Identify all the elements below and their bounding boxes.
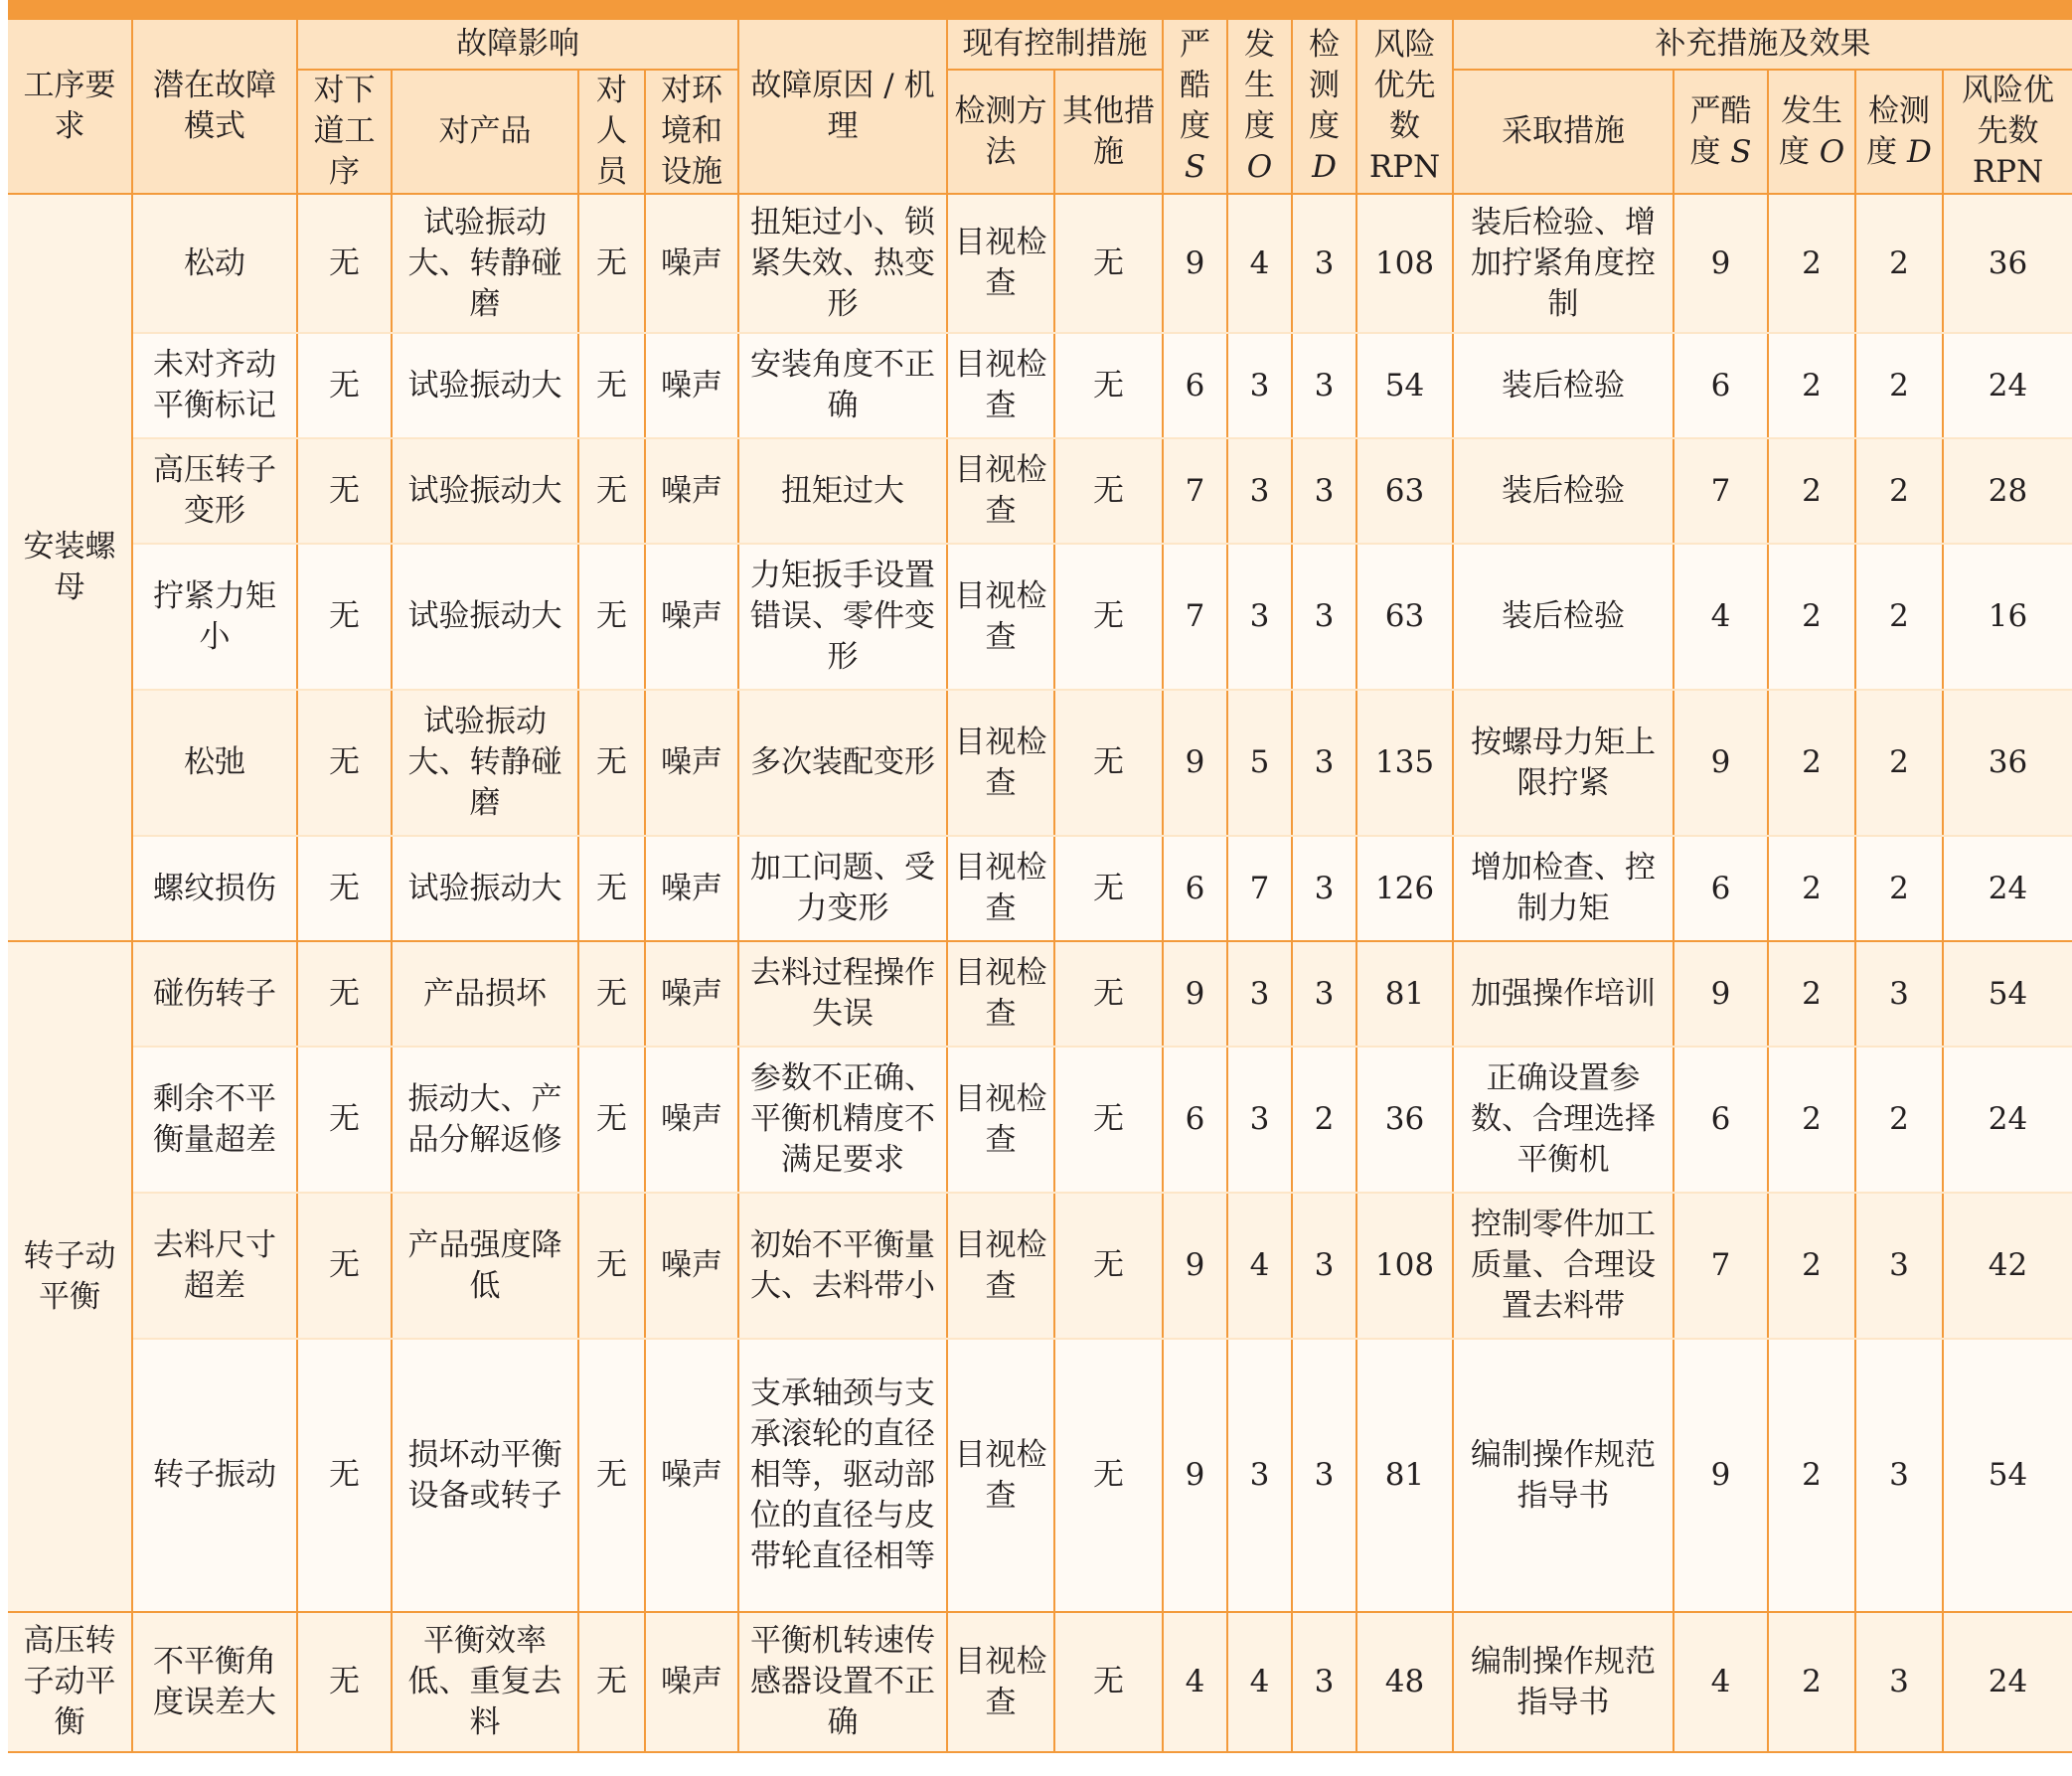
other-measures-cell: 无 — [1054, 194, 1163, 333]
new-severity-cell: 9 — [1674, 690, 1768, 836]
header-detection: 检测度 D — [1292, 20, 1356, 194]
new-detection-cell: 3 — [1855, 1339, 1943, 1612]
detect-method-cell: 目视检查 — [947, 1339, 1054, 1612]
header-effects-group: 故障影响 — [297, 20, 738, 70]
header-failure-mode: 潜在故障模式 — [132, 20, 297, 194]
new-rpn-cell: 24 — [1943, 333, 2072, 438]
occurrence-cell: 4 — [1227, 1612, 1292, 1752]
effect-people-cell: 无 — [578, 690, 645, 836]
new-rpn-cell: 28 — [1943, 438, 2072, 544]
new-severity-cell: 4 — [1674, 1612, 1768, 1752]
new-detection-cell: 2 — [1855, 1047, 1943, 1193]
new-detection-cell: 2 — [1855, 194, 1943, 333]
failure-mode-cell: 剩余不平衡量超差 — [132, 1047, 297, 1193]
effect-env-cell: 噪声 — [645, 941, 738, 1047]
new-rpn-cell: 24 — [1943, 1612, 2072, 1752]
effect-next-cell: 无 — [297, 1339, 392, 1612]
process-cell: 转子动平衡 — [8, 941, 132, 1612]
occurrence-cell: 4 — [1227, 1193, 1292, 1339]
table-top-rule — [8, 0, 2072, 20]
severity-cell: 6 — [1163, 836, 1227, 941]
severity-cell: 9 — [1163, 194, 1227, 333]
header-occurrence: 发生度 O — [1227, 20, 1292, 194]
process-cell: 安装螺母 — [8, 194, 132, 941]
other-measures-cell: 无 — [1054, 333, 1163, 438]
new-detection-cell: 2 — [1855, 438, 1943, 544]
severity-cell: 6 — [1163, 1047, 1227, 1193]
new-severity-cell: 6 — [1674, 333, 1768, 438]
table-row — [8, 1047, 2072, 1193]
occurrence-cell: 3 — [1227, 438, 1292, 544]
new-rpn-cell: 42 — [1943, 1193, 2072, 1339]
effect-product-cell: 平衡效率低、重复去料 — [392, 1612, 578, 1752]
cause-cell: 初始不平衡量大、去料带小 — [738, 1193, 947, 1339]
rpn-cell: 36 — [1356, 1047, 1453, 1193]
detection-cell: 3 — [1292, 836, 1356, 941]
effect-next-cell: 无 — [297, 333, 392, 438]
failure-mode-cell: 不平衡角度误差大 — [132, 1612, 297, 1752]
effect-people-cell: 无 — [578, 1047, 645, 1193]
effect-next-cell: 无 — [297, 690, 392, 836]
effect-product-cell: 试验振动大 — [392, 544, 578, 690]
effect-product-cell: 试验振动大、转静碰磨 — [392, 690, 578, 836]
effect-product-cell: 试验振动大 — [392, 836, 578, 941]
new-detection-cell: 2 — [1855, 690, 1943, 836]
effect-product-cell: 试验振动大、转静碰磨 — [392, 194, 578, 333]
detection-cell: 3 — [1292, 690, 1356, 836]
other-measures-cell: 无 — [1054, 1612, 1163, 1752]
new-occurrence-cell: 2 — [1768, 1193, 1855, 1339]
occurrence-cell: 3 — [1227, 333, 1292, 438]
effect-people-cell: 无 — [578, 836, 645, 941]
action-cell: 装后检验 — [1453, 333, 1674, 438]
new-severity-cell: 9 — [1674, 941, 1768, 1047]
header-new-severity: 严酷度 S — [1674, 70, 1768, 194]
effect-next-cell: 无 — [297, 1612, 392, 1752]
other-measures-cell: 无 — [1054, 941, 1163, 1047]
effect-env-cell: 噪声 — [645, 690, 738, 836]
detection-cell: 3 — [1292, 1193, 1356, 1339]
new-rpn-cell: 36 — [1943, 194, 2072, 333]
new-detection-cell: 2 — [1855, 544, 1943, 690]
fmea-table — [8, 20, 2072, 1753]
new-rpn-cell: 24 — [1943, 1047, 2072, 1193]
detect-method-cell: 目视检查 — [947, 194, 1054, 333]
detect-method-cell: 目视检查 — [947, 690, 1054, 836]
occurrence-cell: 4 — [1227, 194, 1292, 333]
rpn-cell: 54 — [1356, 333, 1453, 438]
effect-next-cell: 无 — [297, 836, 392, 941]
failure-mode-cell: 未对齐动平衡标记 — [132, 333, 297, 438]
action-cell: 按螺母力矩上限拧紧 — [1453, 690, 1674, 836]
severity-cell: 9 — [1163, 1339, 1227, 1612]
new-severity-cell: 6 — [1674, 836, 1768, 941]
occurrence-cell: 5 — [1227, 690, 1292, 836]
detect-method-cell: 目视检查 — [947, 836, 1054, 941]
detect-method-cell: 目视检查 — [947, 438, 1054, 544]
header-effect-next: 对下道工序 — [297, 70, 392, 194]
cause-cell: 扭矩过小、锁紧失效、热变形 — [738, 194, 947, 333]
header-new-occurrence: 发生度 O — [1768, 70, 1855, 194]
new-occurrence-cell: 2 — [1768, 941, 1855, 1047]
effect-next-cell: 无 — [297, 1193, 392, 1339]
effect-people-cell: 无 — [578, 1612, 645, 1752]
effect-people-cell: 无 — [578, 333, 645, 438]
effect-product-cell: 试验振动大 — [392, 333, 578, 438]
new-detection-cell: 2 — [1855, 836, 1943, 941]
header-improve-group: 补充措施及效果 — [1453, 20, 2072, 70]
rpn-cell: 81 — [1356, 1339, 1453, 1612]
table-row — [8, 438, 2072, 544]
other-measures-cell: 无 — [1054, 438, 1163, 544]
new-rpn-cell: 54 — [1943, 1339, 2072, 1612]
cause-cell: 力矩扳手设置错误、零件变形 — [738, 544, 947, 690]
effect-next-cell: 无 — [297, 544, 392, 690]
effect-people-cell: 无 — [578, 438, 645, 544]
header-process-req: 工序要求 — [8, 20, 132, 194]
new-occurrence-cell: 2 — [1768, 333, 1855, 438]
header-controls-group: 现有控制措施 — [947, 20, 1163, 70]
cause-cell: 扭矩过大 — [738, 438, 947, 544]
header-new-detection: 检测度 D — [1855, 70, 1943, 194]
new-occurrence-cell: 2 — [1768, 836, 1855, 941]
severity-cell: 9 — [1163, 941, 1227, 1047]
new-severity-cell: 7 — [1674, 1193, 1768, 1339]
detection-cell: 3 — [1292, 1339, 1356, 1612]
header-action: 采取措施 — [1453, 70, 1674, 194]
new-severity-cell: 9 — [1674, 1339, 1768, 1612]
header-severity: 严酷度 S — [1163, 20, 1227, 194]
header-detect-method: 检测方法 — [947, 70, 1054, 194]
action-cell: 装后检验 — [1453, 438, 1674, 544]
table-body — [8, 194, 2072, 1752]
effect-env-cell: 噪声 — [645, 194, 738, 333]
new-rpn-cell: 36 — [1943, 690, 2072, 836]
failure-mode-cell: 去料尺寸超差 — [132, 1193, 297, 1339]
effect-env-cell: 噪声 — [645, 1193, 738, 1339]
effect-env-cell: 噪声 — [645, 544, 738, 690]
action-cell: 装后检验 — [1453, 544, 1674, 690]
severity-cell: 4 — [1163, 1612, 1227, 1752]
detect-method-cell: 目视检查 — [947, 333, 1054, 438]
effect-env-cell: 噪声 — [645, 438, 738, 544]
table-row — [8, 194, 2072, 333]
rpn-cell: 81 — [1356, 941, 1453, 1047]
new-detection-cell: 3 — [1855, 941, 1943, 1047]
effect-people-cell: 无 — [578, 544, 645, 690]
failure-mode-cell: 拧紧力矩小 — [132, 544, 297, 690]
new-occurrence-cell: 2 — [1768, 690, 1855, 836]
rpn-cell: 63 — [1356, 544, 1453, 690]
detect-method-cell: 目视检查 — [947, 941, 1054, 1047]
detect-method-cell: 目视检查 — [947, 1612, 1054, 1752]
cause-cell: 平衡机转速传感器设置不正确 — [738, 1612, 947, 1752]
occurrence-cell: 3 — [1227, 941, 1292, 1047]
new-occurrence-cell: 2 — [1768, 1047, 1855, 1193]
new-occurrence-cell: 2 — [1768, 1612, 1855, 1752]
new-occurrence-cell: 2 — [1768, 194, 1855, 333]
other-measures-cell: 无 — [1054, 1339, 1163, 1612]
effect-env-cell: 噪声 — [645, 1339, 738, 1612]
failure-mode-cell: 松弛 — [132, 690, 297, 836]
severity-cell: 7 — [1163, 544, 1227, 690]
table-header — [8, 20, 2072, 194]
failure-mode-cell: 碰伤转子 — [132, 941, 297, 1047]
effect-env-cell: 噪声 — [645, 1047, 738, 1193]
rpn-cell: 48 — [1356, 1612, 1453, 1752]
other-measures-cell: 无 — [1054, 836, 1163, 941]
cause-cell: 支承轴颈与支承滚轮的直径相等，驱动部位的直径与皮带轮直径相等 — [738, 1339, 947, 1612]
severity-cell: 9 — [1163, 690, 1227, 836]
rpn-cell: 63 — [1356, 438, 1453, 544]
header-effect-product: 对产品 — [392, 70, 578, 194]
effect-product-cell: 产品强度降低 — [392, 1193, 578, 1339]
new-severity-cell: 7 — [1674, 438, 1768, 544]
effect-people-cell: 无 — [578, 194, 645, 333]
detection-cell: 3 — [1292, 333, 1356, 438]
rpn-cell: 135 — [1356, 690, 1453, 836]
detection-cell: 3 — [1292, 544, 1356, 690]
effect-next-cell: 无 — [297, 941, 392, 1047]
detect-method-cell: 目视检查 — [947, 1047, 1054, 1193]
effect-people-cell: 无 — [578, 1193, 645, 1339]
detect-method-cell: 目视检查 — [947, 544, 1054, 690]
effect-env-cell: 噪声 — [645, 1612, 738, 1752]
other-measures-cell: 无 — [1054, 544, 1163, 690]
new-severity-cell: 9 — [1674, 194, 1768, 333]
occurrence-cell: 3 — [1227, 544, 1292, 690]
effect-next-cell: 无 — [297, 1047, 392, 1193]
action-cell: 正确设置参数、合理选择平衡机 — [1453, 1047, 1674, 1193]
detection-cell: 3 — [1292, 941, 1356, 1047]
effect-product-cell: 损坏动平衡设备或转子 — [392, 1339, 578, 1612]
cause-cell: 多次装配变形 — [738, 690, 947, 836]
effect-people-cell: 无 — [578, 1339, 645, 1612]
action-cell: 编制操作规范指导书 — [1453, 1339, 1674, 1612]
header-new-rpn: 风险优先数 RPN — [1943, 70, 2072, 194]
new-occurrence-cell: 2 — [1768, 438, 1855, 544]
severity-cell: 9 — [1163, 1193, 1227, 1339]
action-cell: 增加检查、控制力矩 — [1453, 836, 1674, 941]
table-row — [8, 1193, 2072, 1339]
new-detection-cell: 2 — [1855, 333, 1943, 438]
action-cell: 编制操作规范指导书 — [1453, 1612, 1674, 1752]
rpn-cell: 108 — [1356, 194, 1453, 333]
rpn-cell: 108 — [1356, 1193, 1453, 1339]
cause-cell: 安装角度不正确 — [738, 333, 947, 438]
table-row — [8, 333, 2072, 438]
failure-mode-cell: 螺纹损伤 — [132, 836, 297, 941]
new-occurrence-cell: 2 — [1768, 544, 1855, 690]
detection-cell: 2 — [1292, 1047, 1356, 1193]
action-cell: 装后检验、增加拧紧角度控制 — [1453, 194, 1674, 333]
other-measures-cell: 无 — [1054, 1193, 1163, 1339]
table-row — [8, 1612, 2072, 1752]
cause-cell: 加工问题、受力变形 — [738, 836, 947, 941]
effect-next-cell: 无 — [297, 438, 392, 544]
effect-next-cell: 无 — [297, 194, 392, 333]
new-occurrence-cell: 2 — [1768, 1339, 1855, 1612]
new-severity-cell: 4 — [1674, 544, 1768, 690]
action-cell: 加强操作培训 — [1453, 941, 1674, 1047]
action-cell: 控制零件加工质量、合理设置去料带 — [1453, 1193, 1674, 1339]
effect-env-cell: 噪声 — [645, 836, 738, 941]
new-rpn-cell: 16 — [1943, 544, 2072, 690]
failure-mode-cell: 高压转子变形 — [132, 438, 297, 544]
fmea-table-container — [8, 0, 2072, 1753]
other-measures-cell: 无 — [1054, 1047, 1163, 1193]
new-rpn-cell: 54 — [1943, 941, 2072, 1047]
table-row — [8, 1339, 2072, 1612]
header-rpn: 风险优先数 RPN — [1356, 20, 1453, 194]
header-other-measures: 其他措施 — [1054, 70, 1163, 194]
rpn-cell: 126 — [1356, 836, 1453, 941]
occurrence-cell: 3 — [1227, 1339, 1292, 1612]
failure-mode-cell: 松动 — [132, 194, 297, 333]
table-row — [8, 836, 2072, 941]
effect-people-cell: 无 — [578, 941, 645, 1047]
header-effect-env: 对环境和设施 — [645, 70, 738, 194]
new-detection-cell: 3 — [1855, 1612, 1943, 1752]
new-detection-cell: 3 — [1855, 1193, 1943, 1339]
effect-product-cell: 产品损坏 — [392, 941, 578, 1047]
detect-method-cell: 目视检查 — [947, 1193, 1054, 1339]
detection-cell: 3 — [1292, 194, 1356, 333]
severity-cell: 6 — [1163, 333, 1227, 438]
cause-cell: 去料过程操作失误 — [738, 941, 947, 1047]
table-row — [8, 690, 2072, 836]
effect-product-cell: 振动大、产品分解返修 — [392, 1047, 578, 1193]
effect-product-cell: 试验振动大 — [392, 438, 578, 544]
header-cause: 故障原因 / 机理 — [738, 20, 947, 194]
occurrence-cell: 7 — [1227, 836, 1292, 941]
severity-cell: 7 — [1163, 438, 1227, 544]
table-row — [8, 941, 2072, 1047]
new-rpn-cell: 24 — [1943, 836, 2072, 941]
detection-cell: 3 — [1292, 1612, 1356, 1752]
failure-mode-cell: 转子振动 — [132, 1339, 297, 1612]
other-measures-cell: 无 — [1054, 690, 1163, 836]
process-cell: 高压转子动平衡 — [8, 1612, 132, 1752]
effect-env-cell: 噪声 — [645, 333, 738, 438]
header-effect-people: 对人员 — [578, 70, 645, 194]
table-row — [8, 544, 2072, 690]
detection-cell: 3 — [1292, 438, 1356, 544]
new-severity-cell: 6 — [1674, 1047, 1768, 1193]
occurrence-cell: 3 — [1227, 1047, 1292, 1193]
cause-cell: 参数不正确、平衡机精度不满足要求 — [738, 1047, 947, 1193]
